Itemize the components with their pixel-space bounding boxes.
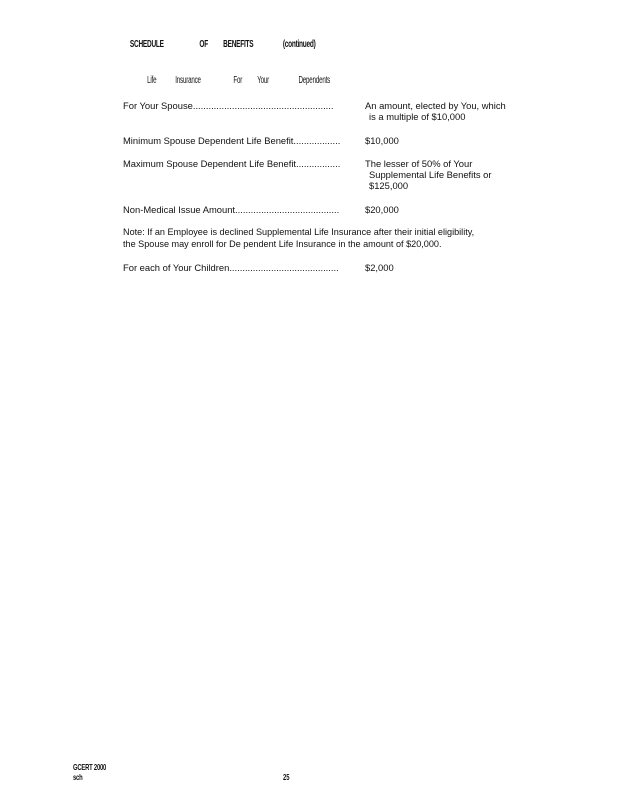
value-line: An amount, elected by You, which [365,100,506,111]
benefit-label: Minimum Spouse Dependent Life Benefit.................. [123,135,341,146]
heading-word: Your [257,75,270,86]
schedule-title [130,38,316,50]
note-line: Note: If an Employee is declined Supplemental Life Insurance after their initial eligibility, [123,227,475,237]
title-word: (continued) [282,38,316,50]
heading-word: Insurance [175,75,201,86]
value-line: $125,000 [369,180,409,191]
benefit-value: $10,000 [365,135,399,146]
benefit-label: Maximum Spouse Dependent Life Benefit................. [123,158,341,169]
page-number: 25 [283,772,290,782]
benefit-label: For Your Spouse...................................................... [123,100,334,111]
value-line: The lesser of 50% of Your [365,158,473,169]
title-word: BENEFITS [223,38,254,50]
note-line: the Spouse may enroll for De pendent Life Insurance in the amount of $20,000. [123,238,442,249]
title-word: OF [199,38,208,50]
note-paragraph [123,227,533,250]
heading-word: Dependents [298,75,331,86]
section-heading [147,75,330,86]
value-line: Supplemental Life Benefits or [369,169,492,180]
value-line: is a multiple of $10,000 [369,111,466,122]
heading-word: For [233,75,243,86]
footer-section-code: sch [73,772,83,782]
benefit-label: Non-Medical Issue Amount........................................ [123,204,340,215]
heading-word: Life [147,75,157,86]
benefit-value [365,100,506,122]
benefit-value: $2,000 [365,262,394,273]
benefit-value [365,158,491,191]
benefit-value: $20,000 [365,204,399,215]
benefit-label: For each of Your Children.......................................... [123,262,339,273]
title-word: SCHEDULE [129,38,164,50]
footer-form-code: GCERT 2000 [73,762,107,772]
